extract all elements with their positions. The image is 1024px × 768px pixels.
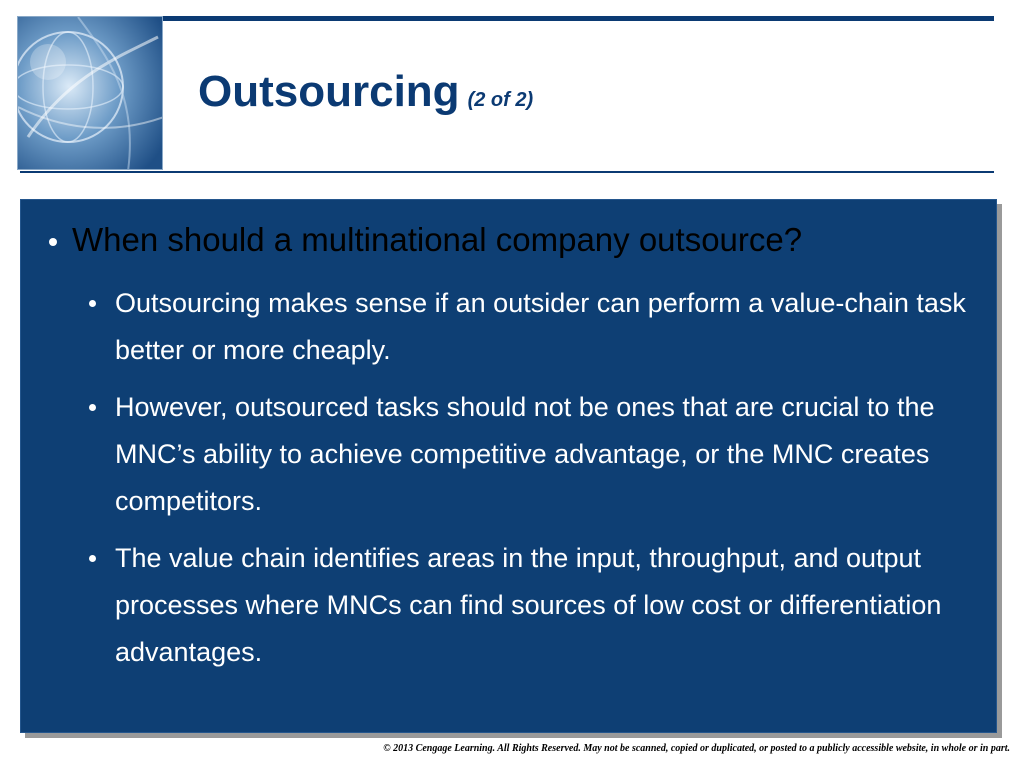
sub-bullet-text: Outsourcing makes sense if an outsider can perform a value-chain task better or more cheaply. <box>115 288 966 365</box>
bullet-icon <box>89 404 96 411</box>
slide-title <box>198 64 533 128</box>
sub-bullet-item <box>115 384 975 525</box>
globe-logo-image <box>17 16 163 170</box>
sub-bullet-text: However, outsourced tasks should not be ones that are crucial to the MNC’s ability to achieve competitive advantage, or the MNC creates competitors. <box>115 392 935 516</box>
main-bullet-text: When should a multinational company outsource? <box>72 221 803 258</box>
sub-bullet-item <box>115 535 975 676</box>
copyright-notice: © 2013 Cengage Learning. All Rights Reserved. May not be scanned, copied or duplicated, or posted to a publicly accessible website, in whole or in part. <box>383 743 1010 754</box>
bullet-icon <box>89 555 96 562</box>
content-box <box>20 199 997 733</box>
sub-bullet-list <box>115 280 975 686</box>
sub-bullet-item <box>115 280 975 374</box>
main-bullet <box>50 220 802 260</box>
globe-graphic-icon <box>18 17 163 170</box>
slide-title-suffix: (2 of 2) <box>467 89 534 111</box>
sub-bullet-text: The value chain identifies areas in the input, throughput, and output processes where MNCs can find sources of low cost or differentiation advantages. <box>115 543 942 667</box>
bullet-icon <box>49 238 57 246</box>
top-rule <box>20 16 994 21</box>
bullet-icon <box>89 300 96 307</box>
slide-title-text: Outsourcing <box>198 67 460 116</box>
title-rule <box>20 171 994 173</box>
